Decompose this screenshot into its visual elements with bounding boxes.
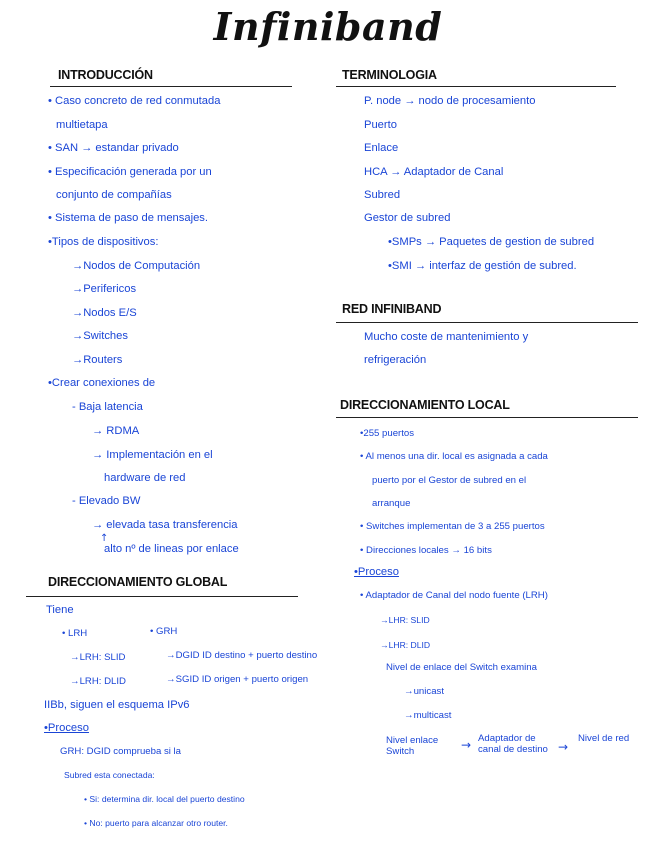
- intro-line-12: →Routers: [72, 354, 123, 366]
- page-title: Infiniband: [213, 4, 443, 49]
- heading-introduccion: INTRODUCCIÓN: [58, 68, 153, 82]
- term-line-8: •SMI → interfaz de gestión de subred.: [388, 260, 577, 272]
- term-line-7: •SMPs → Paquetes de gestion de subred: [388, 236, 595, 248]
- rule-terminologia: [336, 86, 616, 87]
- global-line-1: Tiene: [46, 604, 74, 616]
- global-line-2: • LRH: [62, 628, 88, 639]
- term-line-6: Gestor de subred: [364, 212, 451, 224]
- intro-line-7: •Tipos de dispositivos:: [48, 236, 159, 248]
- global-line-10: GRH: DGID comprueba si la: [60, 746, 182, 757]
- local-line-14: Nivel enlace Switch: [386, 735, 439, 757]
- local-line-9: →LHR: SLID: [380, 615, 430, 625]
- heading-red-infiniband: RED INFINIBAND: [342, 302, 442, 316]
- intro-line-5: conjunto de compañías: [56, 189, 172, 201]
- local-line-1: •255 puertos: [360, 428, 415, 439]
- right-arrow-icon: →: [461, 738, 472, 752]
- local-line-15: Adaptador de canal de destino: [478, 733, 548, 755]
- heading-terminologia: TERMINOLOGIA: [342, 68, 437, 82]
- rule-red-infiniband: [336, 322, 638, 323]
- intro-line-11: →Switches: [72, 330, 128, 342]
- intro-line-6: • Sistema de paso de mensajes.: [48, 212, 209, 224]
- global-line-9: •Proceso: [44, 722, 89, 734]
- term-line-1: P. node → nodo de procesamiento: [364, 95, 536, 107]
- rule-direccionamiento-local: [336, 417, 638, 418]
- intro-line-1: • Caso concreto de red conmutada: [48, 95, 221, 107]
- red-line-2: refrigeración: [364, 354, 427, 366]
- right-arrow-icon-2: →: [558, 740, 569, 754]
- global-line-4: →LRH: SLID: [70, 652, 126, 663]
- local-line-2: • Al menos una dir. local es asignada a cada: [360, 451, 548, 462]
- global-line-6: →LRH: DLID: [70, 676, 126, 687]
- global-line-12: • Si: determina dir. local del puerto destino: [84, 794, 245, 804]
- local-line-12: →unicast: [404, 686, 444, 697]
- intro-line-9: →Perifericos: [72, 283, 137, 295]
- intro-line-16: → Implementación en el: [92, 449, 213, 461]
- global-line-13: • No: puerto para alcanzar otro router.: [84, 818, 228, 828]
- local-line-8: • Adaptador de Canal del nodo fuente (LRH): [360, 590, 548, 601]
- rule-direccionamiento-global: [26, 596, 298, 597]
- intro-line-19: → elevada tasa transferencia: [92, 519, 238, 531]
- intro-line-20: alto nº de lineas por enlace: [104, 543, 239, 555]
- term-line-4: HCA → Adaptador de Canal: [364, 166, 504, 178]
- intro-line-15: → RDMA: [92, 425, 140, 437]
- term-line-2: Puerto: [364, 119, 397, 131]
- local-line-3: puerto por el Gestor de subred en el: [372, 475, 527, 486]
- intro-line-14: - Baja latencia: [72, 401, 143, 413]
- global-line-5: →DGID ID destino + puerto destino: [166, 650, 318, 661]
- local-line-13: →multicast: [404, 710, 452, 721]
- intro-line-18: - Elevado BW: [72, 495, 141, 507]
- intro-line-4: • Especificación generada por un: [48, 166, 212, 178]
- intro-line-13: •Crear conexiones de: [48, 377, 156, 389]
- local-line-6: • Direcciones locales → 16 bits: [360, 545, 492, 556]
- up-arrow-icon: ↑: [100, 533, 109, 544]
- global-line-11: Subred esta conectada:: [64, 770, 155, 780]
- heading-direccionamiento-global: DIRECCIONAMIENTO GLOBAL: [48, 575, 228, 589]
- global-line-8: IIBb, siguen el esquema IPv6: [44, 699, 190, 711]
- local-line-10: →LHR: DLID: [380, 640, 431, 650]
- intro-line-10: →Nodos E/S: [72, 307, 137, 319]
- local-line-5: • Switches implementan de 3 a 255 puertos: [360, 521, 545, 532]
- intro-line-8: →Nodos de Computación: [72, 260, 201, 272]
- term-line-3: Enlace: [364, 142, 399, 154]
- global-line-3: • GRH: [150, 626, 178, 637]
- term-line-5: Subred: [364, 189, 401, 201]
- local-line-7: •Proceso: [354, 566, 399, 578]
- intro-line-2: multietapa: [56, 119, 108, 131]
- local-line-16: Nivel de red: [578, 733, 630, 744]
- red-line-1: Mucho coste de mantenimiento y: [364, 331, 529, 343]
- heading-direccionamiento-local: DIRECCIONAMIENTO LOCAL: [340, 398, 510, 412]
- intro-line-17: hardware de red: [104, 472, 186, 484]
- rule-introduccion: [50, 86, 292, 87]
- global-line-7: →SGID ID origen + puerto origen: [166, 674, 309, 685]
- intro-line-3: • SAN → estandar privado: [48, 142, 179, 154]
- local-line-11: Nivel de enlace del Switch examina: [386, 662, 537, 673]
- local-line-4: arranque: [372, 498, 411, 509]
